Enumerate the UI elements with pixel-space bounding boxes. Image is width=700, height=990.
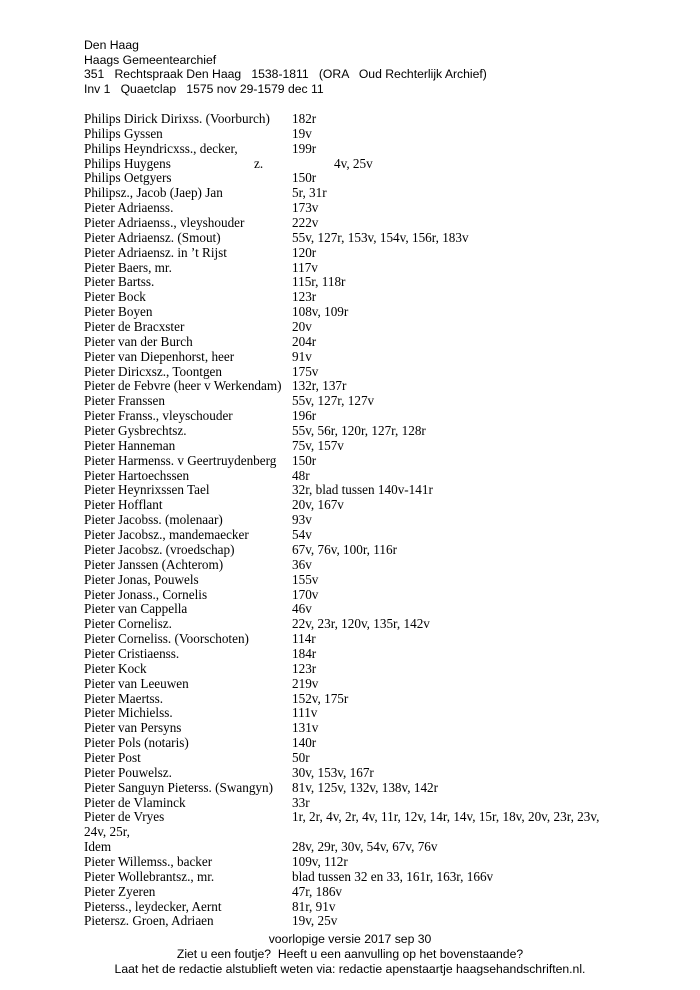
entry-folio-refs: 123r <box>292 660 317 676</box>
entry-name: Pieter Franss., vleyschouder <box>84 408 233 424</box>
index-entry-row <box>84 216 644 231</box>
index-entry-row <box>84 632 644 647</box>
entry-name: Pieter Diricxsz., Toontgen <box>84 363 223 379</box>
entry-name: Philips Oetgyers <box>84 170 172 186</box>
index-entry-row <box>84 751 644 766</box>
index-entry-row <box>84 766 644 781</box>
entry-folio-refs: 120r <box>292 244 317 260</box>
entry-folio-refs: 111v <box>292 705 318 721</box>
entry-name: Pieter Bock <box>84 289 146 305</box>
index-entry-row <box>84 692 644 707</box>
entry-folio-refs: 50r <box>292 749 310 765</box>
entry-name: Pieter Post <box>84 749 141 765</box>
index-entry-row <box>84 662 644 677</box>
entry-folio-refs: 114r <box>292 631 316 647</box>
entry-folio-refs: 55v, 56r, 120r, 127r, 128r <box>292 423 426 439</box>
entry-folio-refs: blad tussen 32 en 33, 161r, 163r, 166v <box>292 868 494 884</box>
index-entry-row <box>84 350 644 365</box>
entry-folio-refs: 33r <box>292 794 310 810</box>
entry-folio-refs: 81r, 91v <box>292 898 336 914</box>
index-entry-row <box>84 469 644 484</box>
entry-name: Pieter Adriaenss., vleyshouder <box>84 215 245 231</box>
entry-name: Pieter Boyen <box>84 304 153 320</box>
index-entry-row <box>84 870 644 885</box>
entry-folio-refs: 4v, 25v <box>334 155 373 171</box>
index-entry-row <box>84 320 644 335</box>
entry-folio-refs: 222v <box>292 215 319 231</box>
index-entry-row <box>84 275 644 290</box>
index-entry-list <box>84 112 644 929</box>
entry-folio-refs: 199r <box>292 140 317 156</box>
entry-folio-refs: 150r <box>292 452 317 468</box>
entry-name: Pieter van Diepenhorst, heer <box>84 348 235 364</box>
index-entry-row <box>84 246 644 261</box>
entry-folio-refs: 47r, 186v <box>292 883 343 899</box>
entry-folio-refs: 1r, 2r, 4v, 2r, 4v, 11r, 12v, 14r, 14v, 15r, 18v, 20v, 23r, 23v, <box>292 809 600 825</box>
entry-folio-refs: 131v <box>292 720 319 736</box>
entry-name: Pieter Heynrixssen Tael <box>84 482 210 498</box>
entry-name: Pieter Jacobss. (molenaar) <box>84 512 223 528</box>
entry-name: Philipsz., Jacob (Jaep) Jan <box>84 185 223 201</box>
index-entry-row <box>84 677 644 692</box>
entry-name: Pieter van der Burch <box>84 333 193 349</box>
entry-name: Pieter Corneliss. (Voorschoten) <box>84 631 249 647</box>
entry-name: Pieter de Bracxster <box>84 319 185 335</box>
footer-question: Ziet u een foutje? Heeft u een aanvulling op het bovenstaande? <box>176 946 524 961</box>
entry-name: Pieter Baers, mr. <box>84 259 172 275</box>
entry-folio-refs: 182r <box>292 111 317 126</box>
entry-name: Pieter Sanguyn Pieterss. (Swangyn) <box>84 779 273 795</box>
index-entry-row <box>84 201 644 216</box>
entry-folio-refs: 173v <box>292 200 319 216</box>
entry-folio-refs: 32r, blad tussen 140v-141r <box>292 482 433 498</box>
index-entry-row <box>84 424 644 439</box>
entry-name: Pieter Willemss., backer <box>84 853 213 869</box>
index-entry-row <box>84 602 644 617</box>
entry-folio-refs: 28v, 29r, 30v, 54v, 67v, 76v <box>292 839 438 855</box>
entry-folio-refs: 20v <box>292 319 312 335</box>
entry-folio-refs: 140r <box>292 735 317 751</box>
entry-folio-refs: 75v, 157v <box>292 437 344 453</box>
index-entry-row <box>84 781 644 796</box>
index-entry-row <box>84 394 644 409</box>
footer-contact: Laat het de redactie alstublieft weten via: redactie apenstaartje haagsehandschriften.nl. <box>114 961 586 976</box>
index-entry-row <box>84 305 644 320</box>
entry-folio-refs: 22v, 23r, 120v, 135r, 142v <box>292 616 430 632</box>
entry-name: Pieter Franssen <box>84 393 165 409</box>
entry-folio-refs: 54v <box>292 527 312 543</box>
entry-folio-refs: 48r <box>292 467 310 483</box>
index-entry-row <box>84 112 644 127</box>
index-entry-row <box>84 796 644 811</box>
index-entry-row <box>84 573 644 588</box>
entry-name: Philips Gyssen <box>84 125 163 141</box>
index-entry-row <box>84 558 644 573</box>
entry-folio-refs: 150r <box>292 170 317 186</box>
entry-name: Pieter Jacobsz. (vroedschap) <box>84 541 235 557</box>
index-entry-row <box>84 231 644 246</box>
entry-name: Idem <box>84 839 112 855</box>
entry-name: Pieter de Febvre (heer v Werkendam) <box>84 378 282 394</box>
entry-folio-refs: 117v <box>292 259 318 275</box>
document-header <box>84 38 487 96</box>
entry-name: Pieter Jonas, Pouwels <box>84 571 199 587</box>
entry-name: Pieter de Vlaminck <box>84 794 186 810</box>
index-entry-row <box>84 528 644 543</box>
entry-name: Pieter Wollebrantsz., mr. <box>84 868 215 884</box>
index-entry-row <box>84 186 644 201</box>
entry-name: Pieter Hofflant <box>84 497 163 513</box>
index-entry-row <box>84 409 644 424</box>
entry-folio-refs: 175v <box>292 363 319 379</box>
index-entry-row <box>84 365 644 380</box>
footer-version: voorlopige versie 2017 sep 30 <box>268 932 432 946</box>
entry-folio-refs: 55v, 127r, 127v <box>292 393 375 409</box>
entry-folio-refs: 19v, 25v <box>292 913 338 929</box>
entry-name: Pietersz. Groen, Adriaen <box>84 913 214 929</box>
index-entry-row <box>84 543 644 558</box>
entry-folio-refs: 46v <box>292 601 312 617</box>
entry-folio-refs: 219v <box>292 675 319 691</box>
entry-folio-refs: 20v, 167v <box>292 497 344 513</box>
entry-name: Pieter Pouwelsz. <box>84 764 172 780</box>
entry-name: Philips Heyndricxss., decker, <box>84 140 238 156</box>
index-entry-row <box>84 721 644 736</box>
entry-folio-refs: 170v <box>292 586 319 602</box>
entry-folio-refs: 152v, 175r <box>292 690 349 706</box>
entry-folio-refs: 55v, 127r, 153v, 154v, 156r, 183v <box>292 229 469 245</box>
index-entry-row <box>84 855 644 870</box>
entry-name: Pieter van Cappella <box>84 601 188 617</box>
index-entry-row <box>84 810 644 825</box>
entry-folio-refs: 93v <box>292 512 312 528</box>
entry-folio-refs: 36v <box>292 556 312 572</box>
entry-folio-refs: 67v, 76v, 100r, 116r <box>292 541 397 557</box>
entry-folio-refs: 109v, 112r <box>292 853 348 869</box>
index-entry-row <box>84 335 644 350</box>
entry-name: Pieter Maertss. <box>84 690 164 706</box>
index-entry-row <box>84 885 644 900</box>
header-archive: Haags Gemeentearchief <box>84 52 217 67</box>
index-entry-row <box>84 439 644 454</box>
document-footer <box>0 932 700 976</box>
index-entry-row <box>84 825 644 840</box>
index-entry-row <box>84 454 644 469</box>
index-entry-row <box>84 142 644 157</box>
entry-folio-refs: 123r <box>292 289 317 305</box>
index-entry-row <box>84 900 644 915</box>
index-entry-row <box>84 498 644 513</box>
entry-folio-refs: 5r, 31r <box>292 185 327 201</box>
header-city: Den Haag <box>84 38 139 52</box>
entry-name: Pieter Hartoechssen <box>84 467 190 483</box>
entry-name: Pieter Gysbrechtsz. <box>84 423 187 439</box>
entry-folio-refs: 19v <box>292 125 312 141</box>
entry-folio-refs: 196r <box>292 408 317 424</box>
entry-folio-refs: 30v, 153v, 167r <box>292 764 374 780</box>
entry-name: Pieter Hanneman <box>84 437 176 453</box>
index-entry-row <box>84 914 644 929</box>
entry-name: Pieter Cornelisz. <box>84 616 172 632</box>
entry-name: Pieter Adriaenss. <box>84 200 174 216</box>
entry-name: Pieter Jonass., Cornelis <box>84 586 208 602</box>
index-entry-row <box>84 379 644 394</box>
entry-name: Pieter Cristiaenss. <box>84 645 180 661</box>
entry-folio-refs: 184r <box>292 645 317 661</box>
index-entry-row <box>84 588 644 603</box>
entry-name: Philips Huygens <box>84 155 171 171</box>
index-entry-row <box>84 647 644 662</box>
index-entry-row <box>84 261 644 276</box>
entry-note: z. <box>254 155 264 171</box>
index-entry-row <box>84 840 644 855</box>
entry-name: Pieter Zyeren <box>84 883 156 899</box>
index-entry-row <box>84 736 644 751</box>
entry-name: Pieter Adriaensz. in ’t Rijst <box>84 244 227 260</box>
entry-name: Pieter van Persyns <box>84 720 182 736</box>
index-entry-row <box>84 127 644 142</box>
entry-name: Pieterss., leydecker, Aernt <box>84 898 222 914</box>
entry-folio-refs: 204r <box>292 333 317 349</box>
entry-name: Pieter Janssen (Achterom) <box>84 556 224 572</box>
index-entry-row <box>84 290 644 305</box>
header-collection: 351 Rechtspraak Den Haag 1538-1811 (ORA Oud Rechterlijk Archief) <box>84 67 487 82</box>
entry-name: Philips Dirick Dirixss. (Voorburch) <box>84 111 270 126</box>
entry-name: Pieter Michielss. <box>84 705 173 721</box>
entry-name: Pieter Harmenss. v Geertruydenberg <box>84 452 277 468</box>
entry-folio-refs: 91v <box>292 348 312 364</box>
index-entry-row <box>84 483 644 498</box>
entry-name: Pieter Bartss. <box>84 274 155 290</box>
entry-folio-refs: 115r, 118r <box>292 274 346 290</box>
header-inventory: Inv 1 Quaetclap 1575 nov 29-1579 dec 11 <box>84 81 324 96</box>
entry-name: Pieter van Leeuwen <box>84 675 189 691</box>
entry-name: Pieter Jacobsz., mandemaecker <box>84 527 249 543</box>
entry-name: Pieter de Vryes <box>84 809 165 825</box>
index-entry-row <box>84 171 644 186</box>
entry-name: 24v, 25r, <box>84 824 130 840</box>
entry-name: Pieter Pols (notaris) <box>84 735 189 751</box>
entry-folio-refs: 155v <box>292 571 319 587</box>
entry-name: Pieter Kock <box>84 660 147 676</box>
index-entry-row <box>84 157 644 172</box>
index-entry-row <box>84 513 644 528</box>
entry-folio-refs: 81v, 125v, 132v, 138v, 142r <box>292 779 439 795</box>
entry-folio-refs: 132r, 137r <box>292 378 347 394</box>
index-entry-row <box>84 617 644 632</box>
entry-name: Pieter Adriaensz. (Smout) <box>84 229 221 245</box>
entry-folio-refs: 108v, 109r <box>292 304 349 320</box>
index-entry-row <box>84 706 644 721</box>
